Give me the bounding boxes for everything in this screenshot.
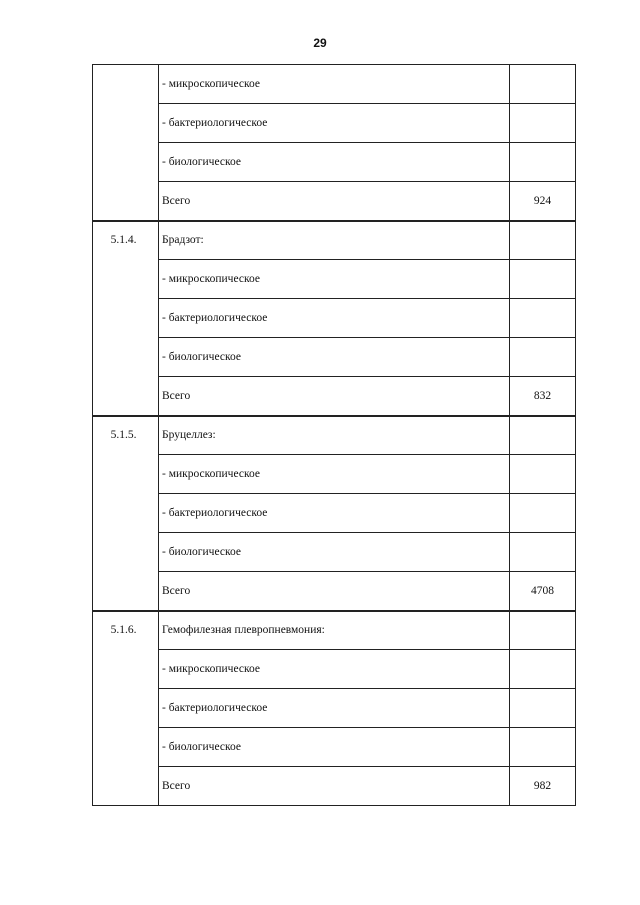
row-label: Всего [159, 182, 510, 221]
table-row [93, 221, 576, 260]
row-value [510, 221, 576, 260]
row-value [510, 143, 576, 182]
row-label: Всего [159, 767, 510, 806]
row-value [510, 689, 576, 728]
table-body [93, 65, 576, 806]
table-row [93, 494, 576, 533]
page-number: 29 [313, 36, 327, 50]
table-row [93, 455, 576, 494]
row-value: 4708 [510, 572, 576, 611]
table-row [93, 338, 576, 377]
section-number: 5.1.6. [93, 611, 159, 806]
table-row [93, 611, 576, 650]
table-row [93, 260, 576, 299]
section-number [93, 65, 159, 221]
table-row [93, 728, 576, 767]
row-value: 924 [510, 182, 576, 221]
row-value [510, 728, 576, 767]
section-number: 5.1.4. [93, 221, 159, 416]
table-row [93, 416, 576, 455]
table-row [93, 767, 576, 806]
row-value [510, 338, 576, 377]
row-label: - бактериологическое [159, 299, 510, 338]
row-value [510, 494, 576, 533]
section-number: 5.1.5. [93, 416, 159, 611]
row-value [510, 65, 576, 104]
row-value [510, 104, 576, 143]
row-label: Гемофилезная плевропневмония: [159, 611, 510, 650]
row-value: 832 [510, 377, 576, 416]
row-label: - микроскопическое [159, 260, 510, 299]
data-table [92, 64, 576, 806]
row-label: - микроскопическое [159, 455, 510, 494]
table-row [93, 143, 576, 182]
table-row [93, 104, 576, 143]
row-value [510, 299, 576, 338]
row-label: - бактериологическое [159, 104, 510, 143]
row-label: - биологическое [159, 338, 510, 377]
table-row [93, 650, 576, 689]
row-value [510, 455, 576, 494]
table-row [93, 533, 576, 572]
row-label: - бактериологическое [159, 689, 510, 728]
row-value [510, 533, 576, 572]
row-value [510, 260, 576, 299]
row-label: - биологическое [159, 728, 510, 767]
row-label: - биологическое [159, 143, 510, 182]
row-label: - микроскопическое [159, 65, 510, 104]
table-row [93, 377, 576, 416]
row-label: - биологическое [159, 533, 510, 572]
row-value [510, 650, 576, 689]
table-row [93, 689, 576, 728]
row-label: - бактериологическое [159, 494, 510, 533]
table-row [93, 572, 576, 611]
row-label: Всего [159, 377, 510, 416]
row-label: Всего [159, 572, 510, 611]
row-value [510, 416, 576, 455]
table-row [93, 299, 576, 338]
row-label: Бруцеллез: [159, 416, 510, 455]
table-row [93, 182, 576, 221]
row-value [510, 611, 576, 650]
row-label: - микроскопическое [159, 650, 510, 689]
row-label: Брадзот: [159, 221, 510, 260]
row-value: 982 [510, 767, 576, 806]
table-row [93, 65, 576, 104]
